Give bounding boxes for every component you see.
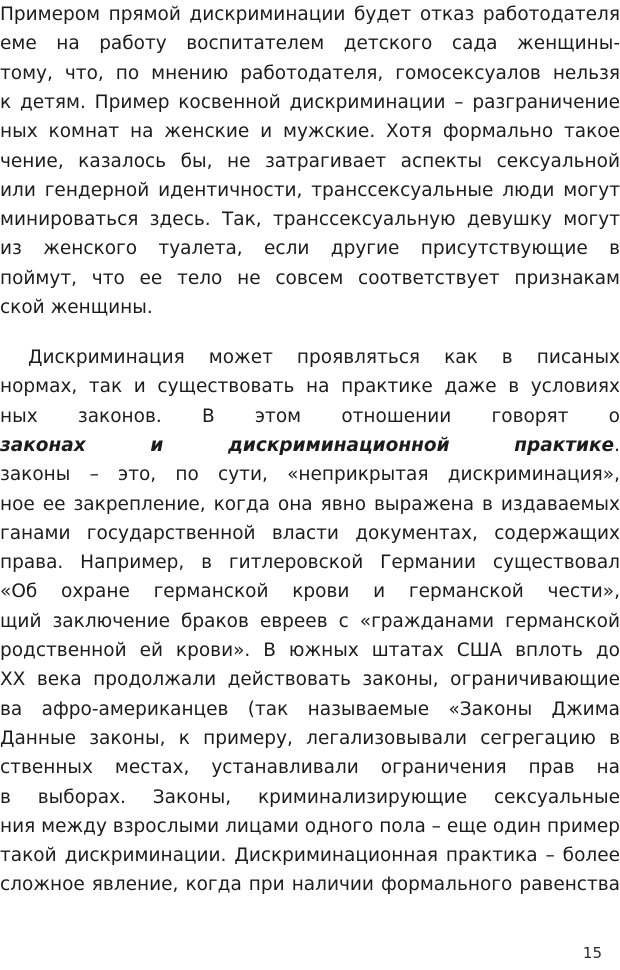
- text-line: Примером прямой дискриминации будет отказ работодателя: [0, 4, 620, 25]
- text-line: минироваться здесь. Так, транссексуальную девушку могут: [0, 209, 620, 231]
- text-line: ных комнат на женские и мужские. Хотя формально такое: [0, 121, 620, 143]
- text-line: Данные законы, к примеру, легализовывали сегрегацию в: [0, 727, 620, 749]
- text-line: щий заключение браков евреев с «гражданами германской: [0, 610, 620, 632]
- text-line: Дискриминация может проявляться как в писаных: [28, 347, 620, 368]
- text-line: из женского туалета, если другие присутствующие в: [0, 238, 620, 260]
- text-line: XX века продолжали действовать законы, ограничивающие: [0, 669, 620, 691]
- text-line: в выборах. Законы, криминализирующие сексуальные: [0, 786, 620, 808]
- text-line: такой дискриминации. Дискриминационная практика – более: [0, 845, 620, 867]
- text-line: права. Например, в гитлеровской Германии существовал: [0, 552, 620, 574]
- emphasized-term: законах и дискриминационной практике: [0, 434, 615, 456]
- text-line: законах и дискриминационной практике.: [0, 434, 620, 456]
- text-line: родственной ей крови». В южных штатах США вплоть до: [0, 640, 620, 661]
- text-line: поймут, что ее тело не совсем соответствует признакам: [0, 267, 620, 289]
- text-line: сложное явление, когда при наличии формального равенства: [0, 874, 620, 896]
- text-line: к детям. Пример косвенной дискриминации – разграничение: [0, 91, 620, 113]
- text-line: законы – это, по сути, «неприкрытая дискриминация»,: [0, 464, 620, 486]
- text-line: ных законов. В этом отношении говорят о: [0, 405, 620, 427]
- text-line: тому, что, по мнению работодателя, гомосексуалов нельзя: [0, 62, 620, 84]
- page-number: 15: [582, 944, 602, 962]
- text-line: ния между взрослыми лицами одного пола – еще один пример: [0, 815, 620, 837]
- text-line: ственных местах, устанавливали ограничения прав на: [0, 757, 620, 779]
- text-line: ва афро-американцев (так называемые «Законы Джима: [0, 698, 620, 720]
- text-line: еме на работу воспитателем детского сада женщины-: [0, 33, 620, 55]
- text-line: ской женщины.: [0, 297, 153, 318]
- text-line: чение, казалось бы, не затрагивает аспекты сексуальной: [0, 150, 620, 172]
- text-line: ное ее закрепление, когда она явно выражена в издаваемых: [0, 493, 620, 515]
- text-line: ганами государственной власти документах, содержащих: [0, 522, 620, 544]
- text-line: или гендерной идентичности, транссексуальные люди могут: [0, 179, 620, 201]
- text-line: «Об охране германской крови и германской чести»,: [0, 581, 620, 603]
- text-line: нормах, так и существовать на практике даже в условиях: [0, 376, 620, 398]
